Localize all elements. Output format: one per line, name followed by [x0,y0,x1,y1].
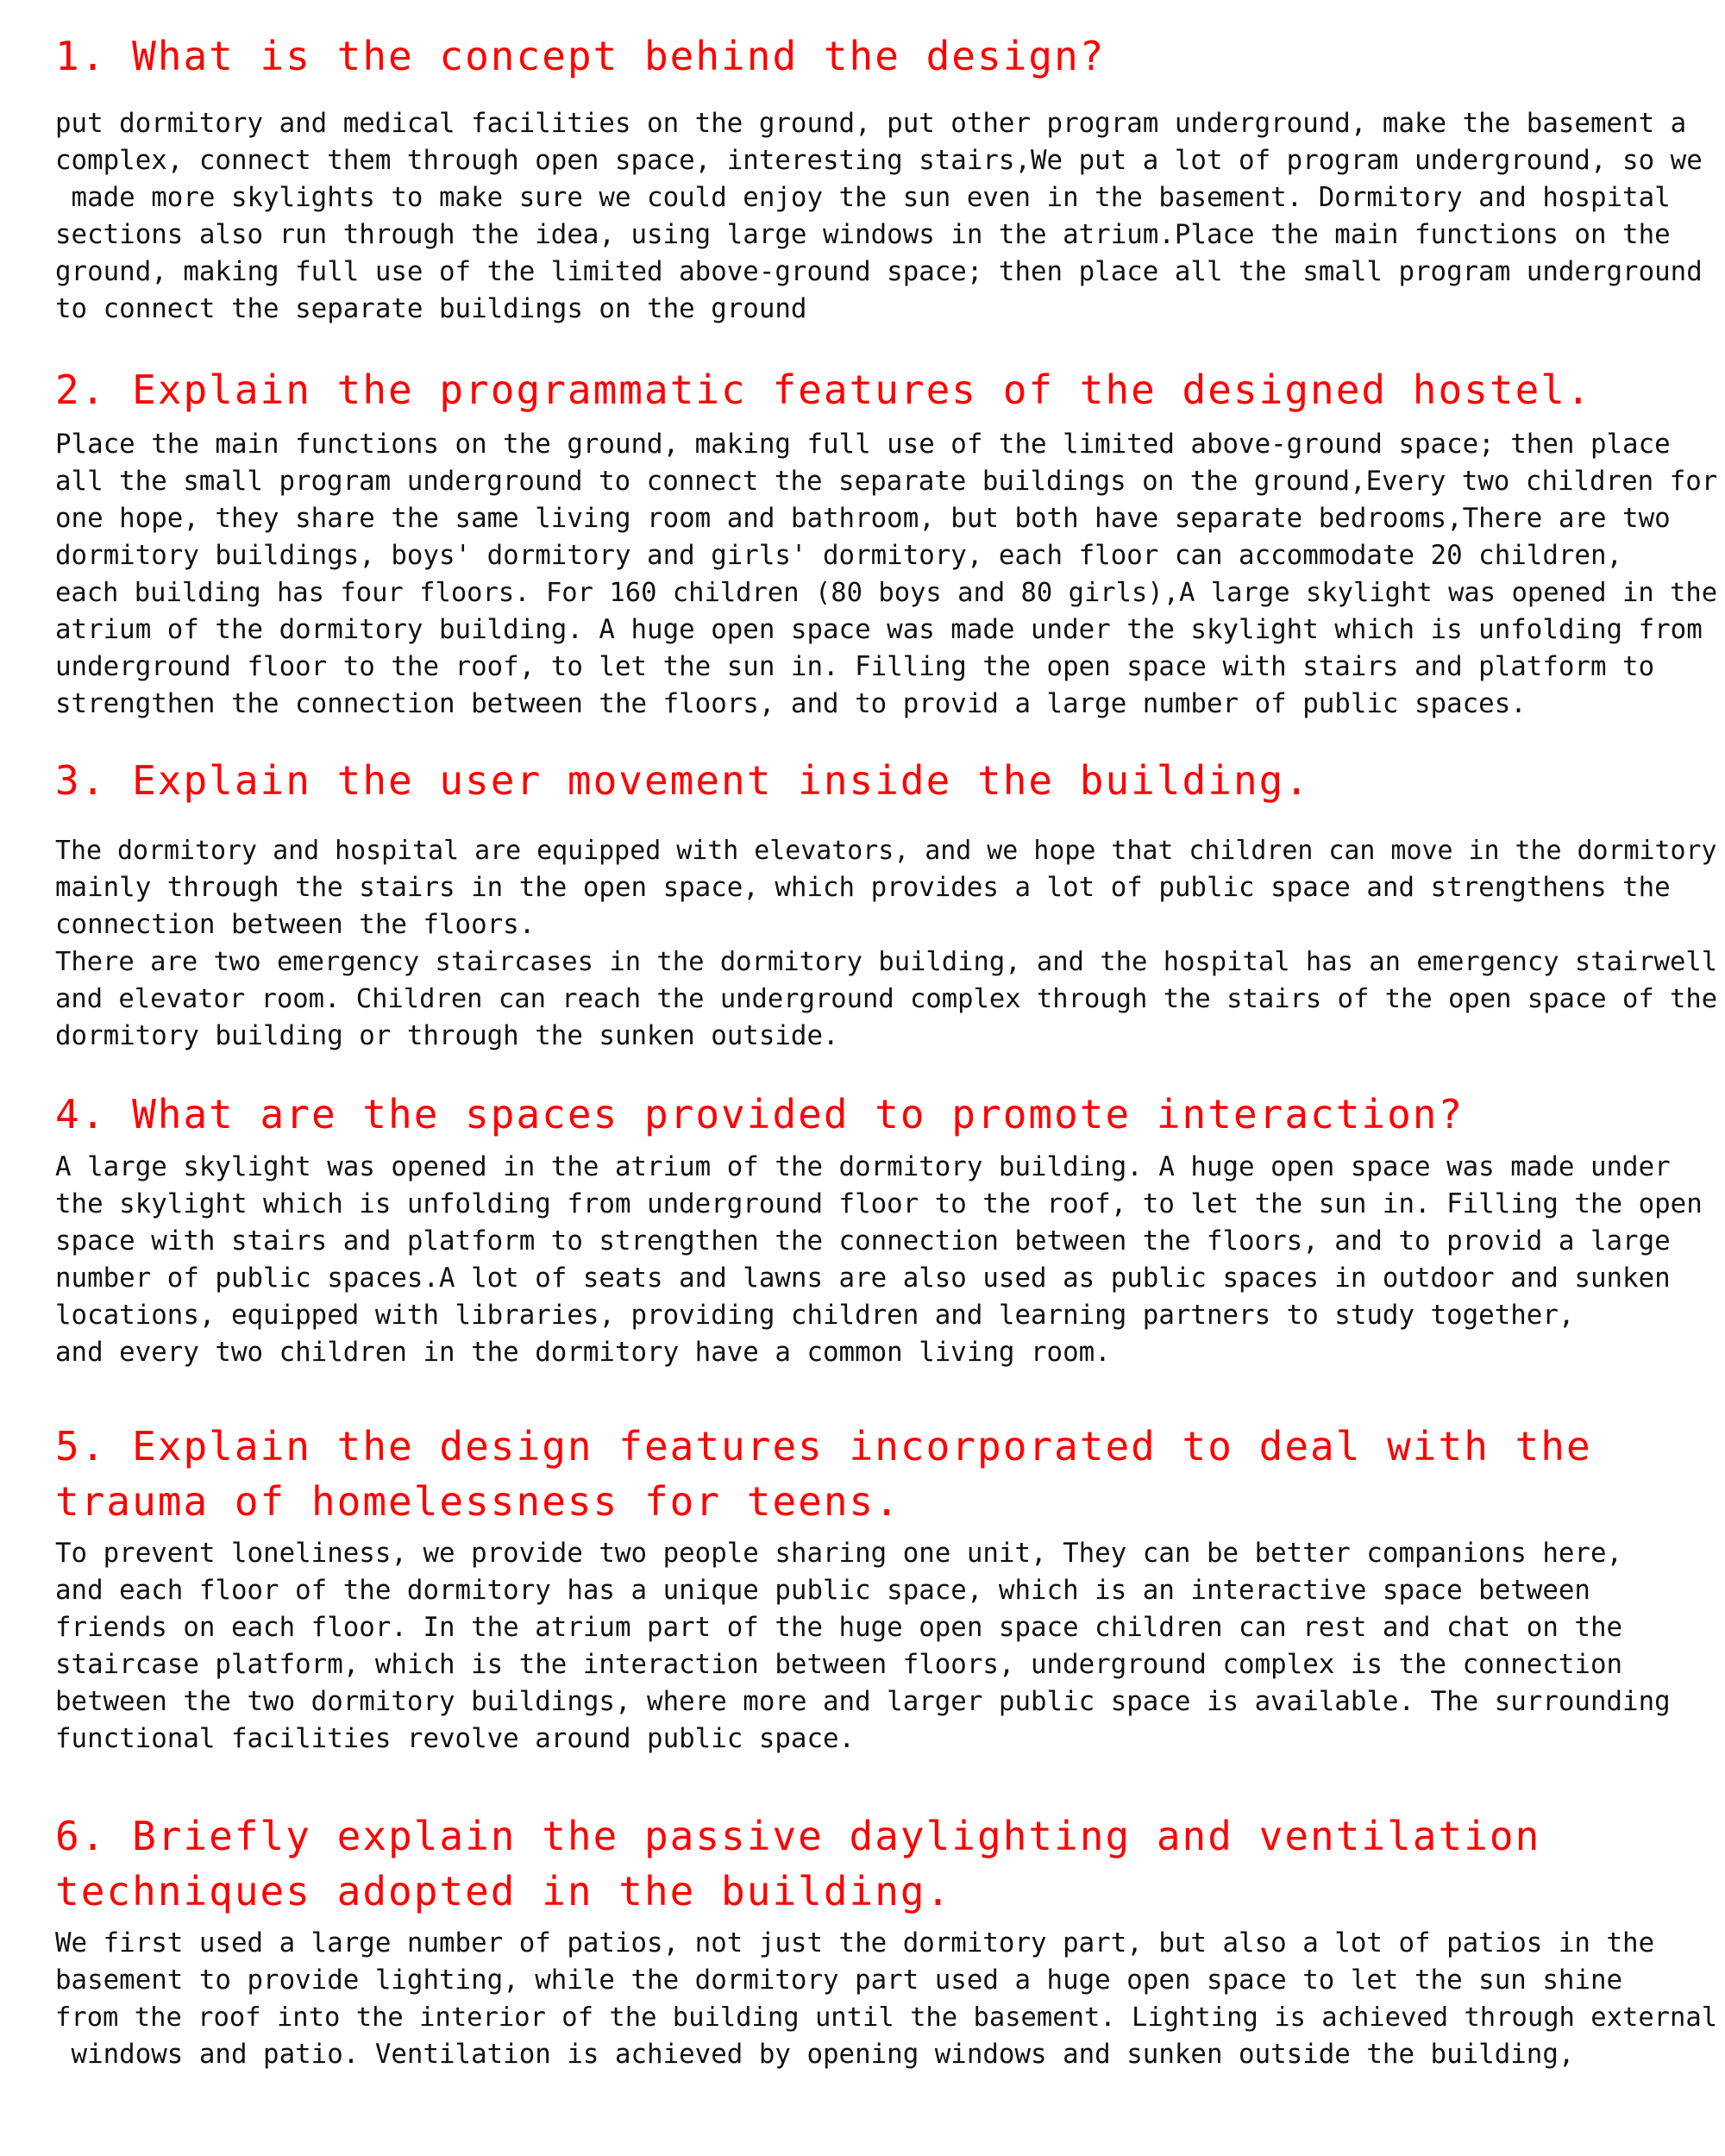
section-5-heading [55,1419,1592,1529]
section-6-body [55,1925,1725,2073]
body-line: from the roof into the interior of the building until the basement. Lighting is achieved through external [55,2002,1718,2033]
body-line: one hope, they share the same living room and bathroom, but both have separate bedrooms,There are two [55,503,1671,534]
section-3-body [55,832,1725,1055]
body-line: staircase platform, which is the interaction between floors, underground complex is the connection [55,1649,1623,1680]
section-6-heading-line: 6. Briefly explain the passive daylighting and ventilation [55,1813,1541,1859]
section-1-body [55,105,1725,328]
body-line: complex, connect them through open space, interesting stairs,We put a lot of program underground, so we [55,145,1703,176]
body-line: There are two emergency staircases in the dormitory building, and the hospital has an emergency stairwell [55,947,1718,977]
body-line: the skylight which is unfolding from underground floor to the roof, to let the sun in. Filling the open [55,1188,1703,1219]
body-line: put dormitory and medical facilities on the ground, put other program underground, make the basement a [55,108,1687,139]
section-5-body [55,1535,1725,1758]
body-line: made more skylights to make sure we could enjoy the sun even in the basement. Dormitory and hospital [55,182,1671,213]
body-line: The dormitory and hospital are equipped with elevators, and we hope that children can move in the dormitory [55,836,1717,866]
body-line: Place the main functions on the ground, making full use of the limited above-ground space; then place [55,429,1671,460]
section-4-body [55,1149,1725,1371]
body-line: between the two dormitory buildings, where more and larger public space is available. The surrounding [55,1686,1671,1717]
body-line: We first used a large number of patios, not just the dormitory part, but also a lot of patios in the [55,1927,1655,1959]
body-line: connection between the floors. [55,909,536,940]
section-2-body [55,426,1725,723]
section-1-heading-line: 1. What is the concept behind the design? [55,33,1106,79]
body-line: sections also run through the idea, using large windows in the atrium.Place the main functions on the [55,219,1671,250]
body-line: and every two children in the dormitory have a common living room. [55,1337,1111,1368]
section-4-heading [55,1087,1464,1142]
body-line: ground, making full use of the limited above-ground space; then place all the small program underground [55,256,1703,287]
body-line: and each floor of the dormitory has a unique public space, which is an interactive space between [55,1575,1590,1606]
body-line: space with stairs and platform to strengthen the connection between the floors, and to provid a large [55,1225,1671,1257]
section-6-heading [55,1808,1540,1919]
body-line: to connect the separate buildings on the ground [55,293,807,324]
body-line: basement to provide lighting, while the dormitory part used a huge open space to let the sun shine [55,1965,1623,1996]
section-6-heading-line: techniques adopted in the building. [55,1868,952,1915]
body-line: dormitory buildings, boys' dormitory and girls' dormitory, each floor can accommodate 20 children, [55,540,1623,571]
body-line: mainly through the stairs in the open space, which provides a lot of public space and strengthens the [55,872,1671,903]
body-line: underground floor to the roof, to let the sun in. Filling the open space with stairs and platform to [55,651,1655,682]
body-line: atrium of the dormitory building. A huge open space was made under the skylight which is unfolding from [55,614,1703,645]
section-4-heading-line: 4. What are the spaces provided to promote interaction? [55,1091,1465,1138]
body-line: locations, equipped with libraries, providing children and learning partners to study together, [55,1300,1575,1331]
body-line: each building has four floors. For 160 children (80 boys and 80 girls),A large skylight was opened in the [55,578,1718,608]
body-line: functional facilities revolve around public space. [55,1723,856,1754]
body-line: dormitory building or through the sunken outside. [55,1020,839,1051]
section-5-heading-line: trauma of homelessness for teens. [55,1478,900,1525]
section-3-heading [55,753,1310,808]
body-line: and elevator room. Children can reach the underground complex through the stairs of the open space of the [55,984,1718,1014]
body-line: all the small program underground to connect the separate buildings on the ground,Every two children for [55,466,1718,497]
section-5-heading-line: 5. Explain the design features incorporated to deal with the [55,1423,1592,1470]
body-line: number of public spaces.A lot of seats and lawns are also used as public spaces in outdoor and sunken [55,1263,1671,1294]
section-2-heading-line: 2. Explain the programmatic features of the designed hostel. [55,367,1592,413]
body-line: friends on each floor. In the atrium part of the huge open space children can rest and chat on the [55,1612,1623,1643]
body-line: To prevent loneliness, we provide two people sharing one unit, They can be better companions here, [55,1538,1623,1569]
section-1-heading [55,28,1105,84]
body-line: A large skylight was opened in the atrium of the dormitory building. A huge open space was made under [55,1151,1671,1182]
body-line: strengthen the connection between the floors, and to provid a large number of public spaces. [55,688,1527,719]
section-2-heading [55,362,1592,417]
section-3-heading-line: 3. Explain the user movement inside the building. [55,757,1311,804]
body-line: windows and patio. Ventilation is achieved by opening windows and sunken outside the building, [55,2039,1575,2070]
